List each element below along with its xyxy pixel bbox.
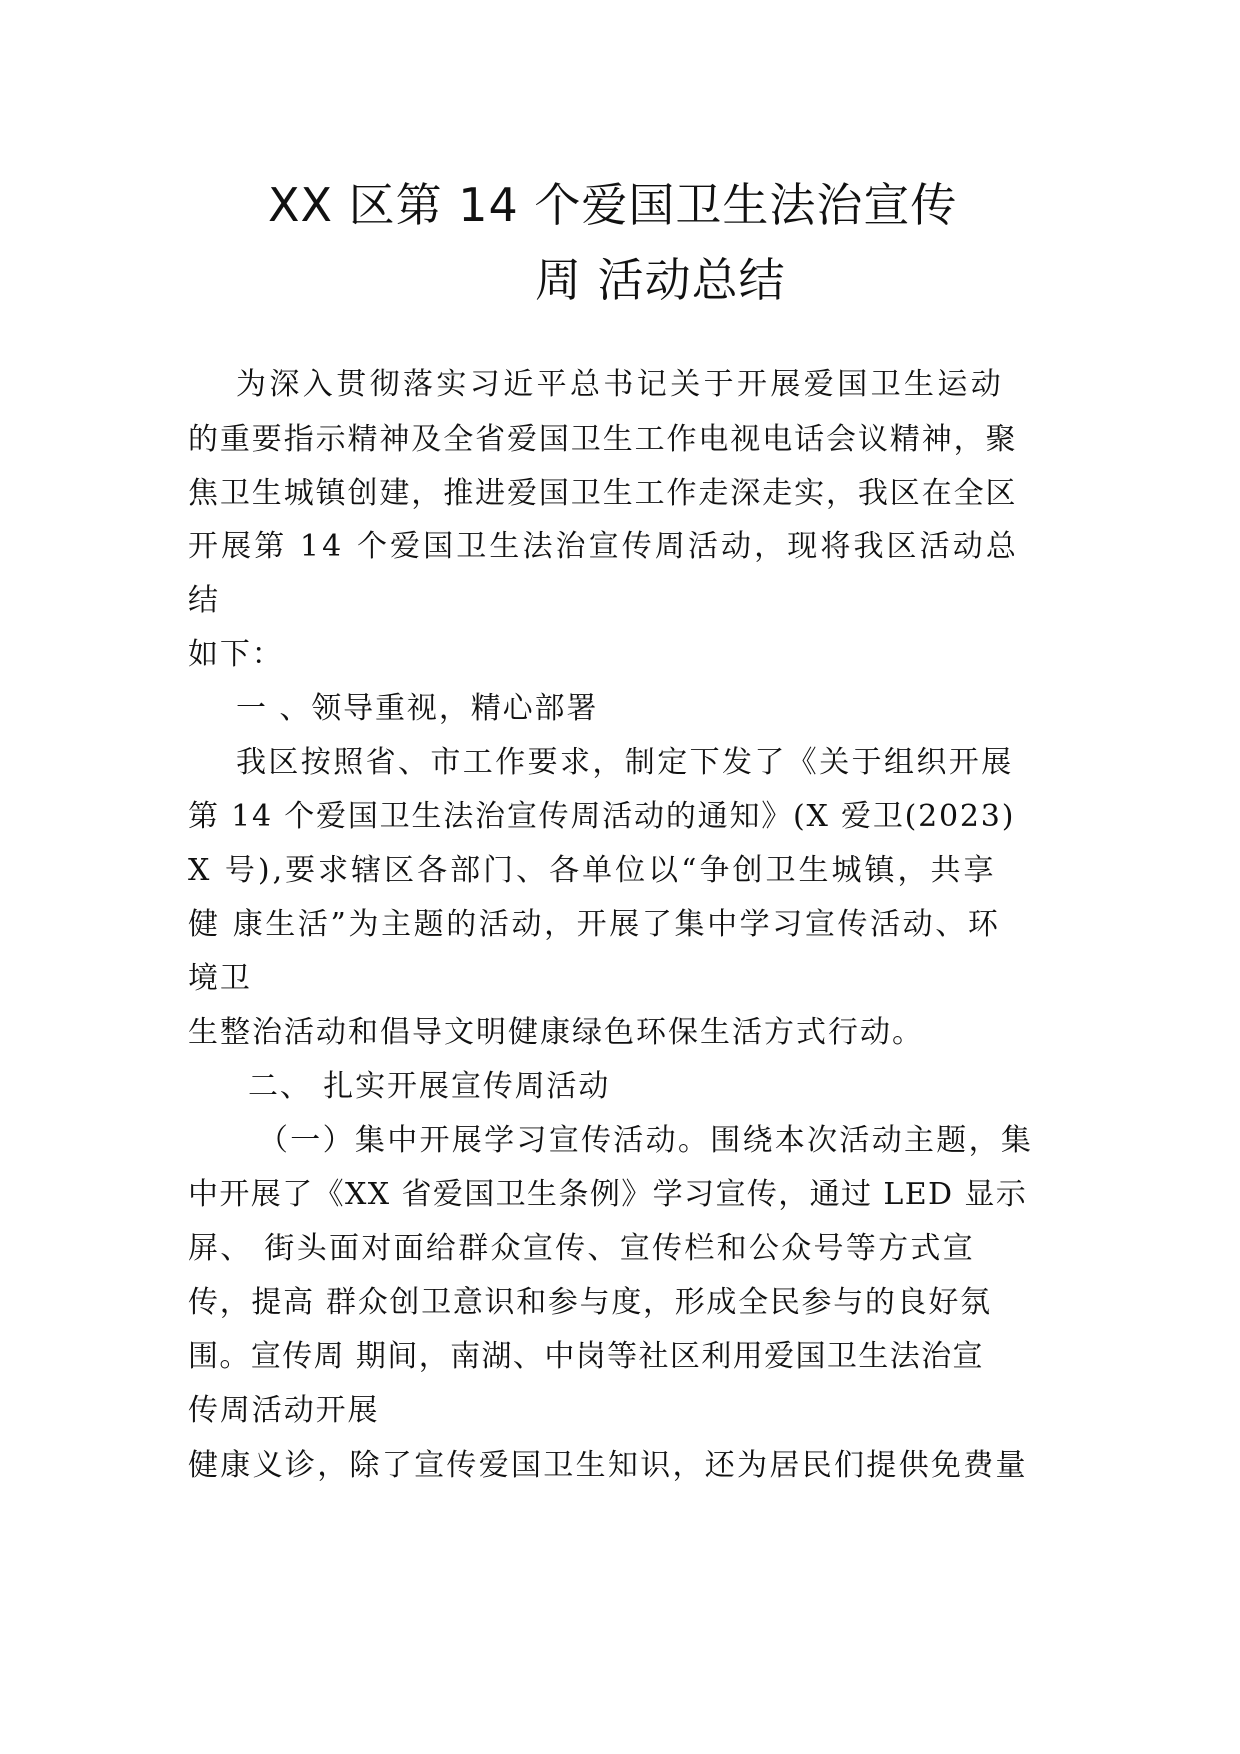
body-line-21: 健康义诊，除了宣传爱国卫生知识，还为居民们提供免费量 — [188, 1448, 1028, 1483]
body-line-12: 境卫 — [188, 961, 252, 996]
body-line-20: 传周活动开展 — [188, 1393, 380, 1428]
body-line-4: 开展第 14 个爱国卫生法治宣传周活动，现将我区活动总 — [188, 529, 1019, 564]
body-line-11: 健 康生活”为主题的活动，开展了集中学习宣传活动、环 — [188, 907, 1001, 942]
body-line-16: 中开展了《XX 省爱国卫生条例》学习宣传，通过 LED 显示 — [188, 1177, 1028, 1212]
body-line-8: 我区按照省、市工作要求，制定下发了《关于组织开展 — [236, 745, 1014, 780]
body-line-9: 第 14 个爱国卫生法治宣传周活动的通知》(X 爱卫(2023) — [188, 799, 1016, 834]
section-heading-1: 一 、领导重视，精心部署 — [236, 691, 599, 726]
body-line-6: 如下： — [188, 637, 284, 672]
body-line-18: 传，提高 群众创卫意识和参与度，形成全民参与的良好氛 — [188, 1285, 992, 1320]
document-title-line-2: 周 活动总结 — [535, 253, 786, 307]
body-line-3: 焦卫生城镇创建，推进爱国卫生工作走深走实，我区在全区 — [188, 476, 1018, 511]
body-line-17: 屏、 街头面对面给群众宣传、宣传栏和公众号等方式宣 — [188, 1231, 976, 1266]
body-line-15: （一）集中开展学习宣传活动。围绕本次活动主题，集 — [258, 1123, 1034, 1158]
body-line-10: X 号),要求辖区各部门、各单位以“争创卫生城镇，共享 — [188, 853, 997, 888]
body-line-5: 结 — [188, 583, 220, 618]
document-title-line-1: XX 区第 14 个爱国卫生法治宣传 — [268, 178, 958, 232]
body-line-1: 为深入贯彻落实习近平总书记关于开展爱国卫生运动 — [236, 367, 1005, 402]
body-line-13: 生整治活动和倡导文明健康绿色环保生活方式行动。 — [188, 1015, 924, 1050]
body-line-19: 围。宣传周 期间，南湖、中岗等社区利用爱国卫生法治宣 — [188, 1339, 984, 1374]
section-heading-2: 二、 扎实开展宣传周活动 — [248, 1069, 611, 1104]
body-line-2: 的重要指示精神及全省爱国卫生工作电视电话会议精神，聚 — [188, 422, 1018, 457]
